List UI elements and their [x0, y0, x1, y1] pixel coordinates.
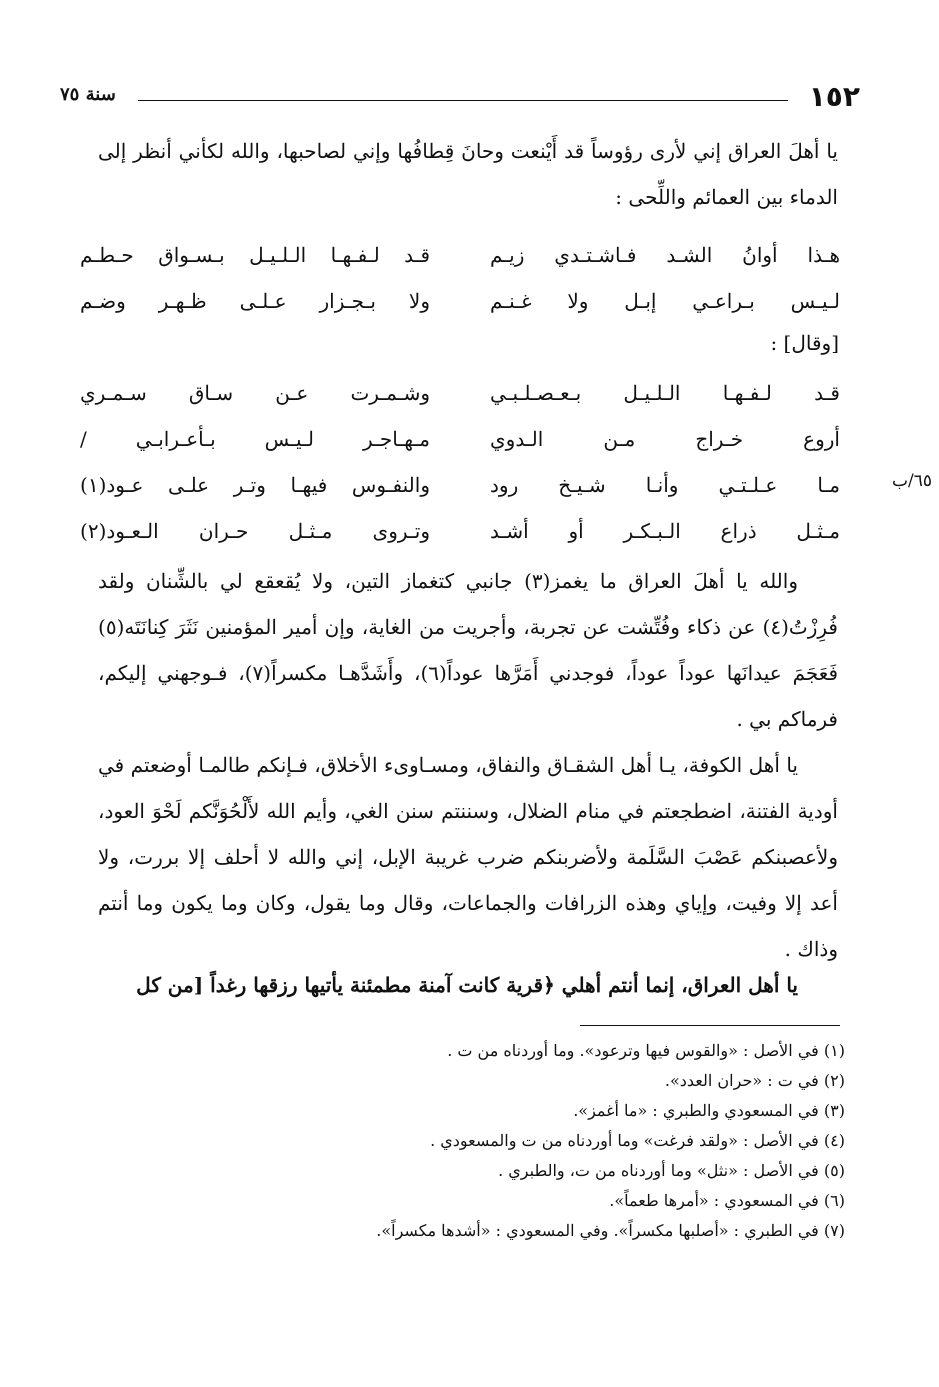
- paragraph-1: [98, 128, 838, 220]
- footnote-4: (٤) في الأصل : «ولقد فرغت» وما أوردناه من ت والمسعودي .: [430, 1131, 845, 1150]
- hemistich-right: قـد لـفـهـا الـلـيـل بـعـصـلـبـي: [490, 381, 840, 405]
- header-rule: [138, 100, 788, 101]
- paragraph-4-text: يا أهل العراق، إنما أنتم أهلي ﴿قرية كانت آمنة مطمئنة يأتيها رزقها رغداً [من كل: [136, 973, 798, 997]
- footnote-1: (١) في الأصل : «والقوس فيها وترعود». وما أوردناه من ت .: [447, 1041, 845, 1060]
- hemistich-left: وشـمـرت عـن سـاق سـمـري: [80, 381, 430, 405]
- paragraph-3-text: يا أهل الكوفة، يـا أهل الشقـاق والنفاق، ومسـاوىء الأخلاق، فـإنكم طالمـا أوضعتم في أودية الفتنة، اضطجعتم في منام الضلال، وسننتم سنن الغي، وأيم الله لأَلْحُوَنَّكم لَحْوَ العود، ولأعصبنكم عَصْبَ السَّلَمة ولأضربنكم ضرب غريبة الإبل، إني والله لا أحلف إلا بررت، ولا أعد إلا وفيت، وإياي وهذه الزرافات والجماعات، وقال وما يقول، وكان وما يكون وما أنتم وذاك .: [98, 753, 838, 961]
- paragraph-4: [98, 962, 838, 1008]
- page-header: [60, 80, 860, 120]
- hemistich-right: هـذا أوانُ الشـد فـاشـتـدي زيـم: [490, 243, 840, 267]
- footnote-rule: [580, 1025, 840, 1026]
- hemistich-right: مـثـل ذراع الـبـكـر أو أشـد: [490, 519, 840, 543]
- paragraph-1-text: يا أهلَ العراق إني لأرى رؤوساً قد أَيْنعت وحانَ قِطافُها وإني لصاحبها، والله لكأني أنظر إلى الدماء بين العمائم واللِّحى :: [98, 139, 838, 209]
- paragraph-2-text: والله يا أهلَ العراق ما يغمز(٣) جانبي كتغماز التين، ولا يُقعقع لي بالشِّنان ولقد فُرِزْتُ(٤) عن ذكاء وفُتِّشت عن تجربة، وأجريت من الغاية، وإن أمير المؤمنين نَثَرَ كِنانَتَه(٥) فَعَجَمَ عيدانَها عوداً عوداً، فوجدني أَمَرَّها عوداً(٦)، وأَشَدَّهـا مكسراً(٧)، فـوجهني إليكم، فرماكم بي .: [98, 569, 838, 731]
- hemistich-right: مـا عـلـتـي وأنـا شـيـخ رود: [490, 473, 840, 497]
- hemistich-left: قـد لـفـهـا الـلـيـل بـسـواق حـطـم: [80, 243, 430, 267]
- paragraph-2: [98, 558, 838, 742]
- poem-1-line-2: [80, 278, 840, 324]
- poem-2-line-4: [80, 508, 840, 554]
- hemistich-left: مـهـاجـر لـيـس بـأعـرابـي /: [80, 427, 430, 451]
- poem-intro: [وقال] :: [770, 331, 839, 355]
- manuscript-folio-note: ٦٥/ب: [892, 471, 932, 491]
- hemistich-left: وتـروى مـثـل حـران الـعـود(٢): [80, 519, 430, 543]
- poem-1-line-1: [80, 232, 840, 278]
- paragraph-3: [98, 742, 838, 972]
- poem-2: [80, 370, 840, 554]
- year-label: سنة ٧٥: [60, 84, 116, 105]
- poem-2-line-2: [80, 416, 840, 462]
- hemistich-left: ولا بـجـزار عـلـى ظـهـر وضـم: [80, 289, 430, 313]
- hemistich-right: لـيـس بـراعـي إبـل ولا غـنـم: [490, 289, 840, 313]
- footnote-7: (٧) في الطبري : «أصلبها مكسراً». وفي المسعودي : «أشدها مكسراً».: [376, 1221, 845, 1240]
- page-number: ١٥٢: [808, 80, 860, 113]
- hemistich-right: أروع خـراج مـن الـدوي: [490, 427, 840, 451]
- footnotes: [300, 1036, 845, 1246]
- footnote-5: (٥) في الأصل : «نثل» وما أوردناه من ت، والطبري .: [498, 1161, 845, 1180]
- poem-2-line-1: [80, 370, 840, 416]
- footnote-3: (٣) في المسعودي والطبري : «ما أغمز».: [573, 1101, 845, 1120]
- hemistich-left: والنفـوس فيهـا وتـر علـى عـود(١): [80, 473, 430, 497]
- footnote-6: (٦) في المسعودي : «أمرها طعماً».: [609, 1191, 845, 1210]
- poem-2-line-3: [80, 462, 840, 508]
- poem-1: [80, 232, 840, 324]
- footnote-2: (٢) في ت : «حران العدد».: [664, 1071, 845, 1090]
